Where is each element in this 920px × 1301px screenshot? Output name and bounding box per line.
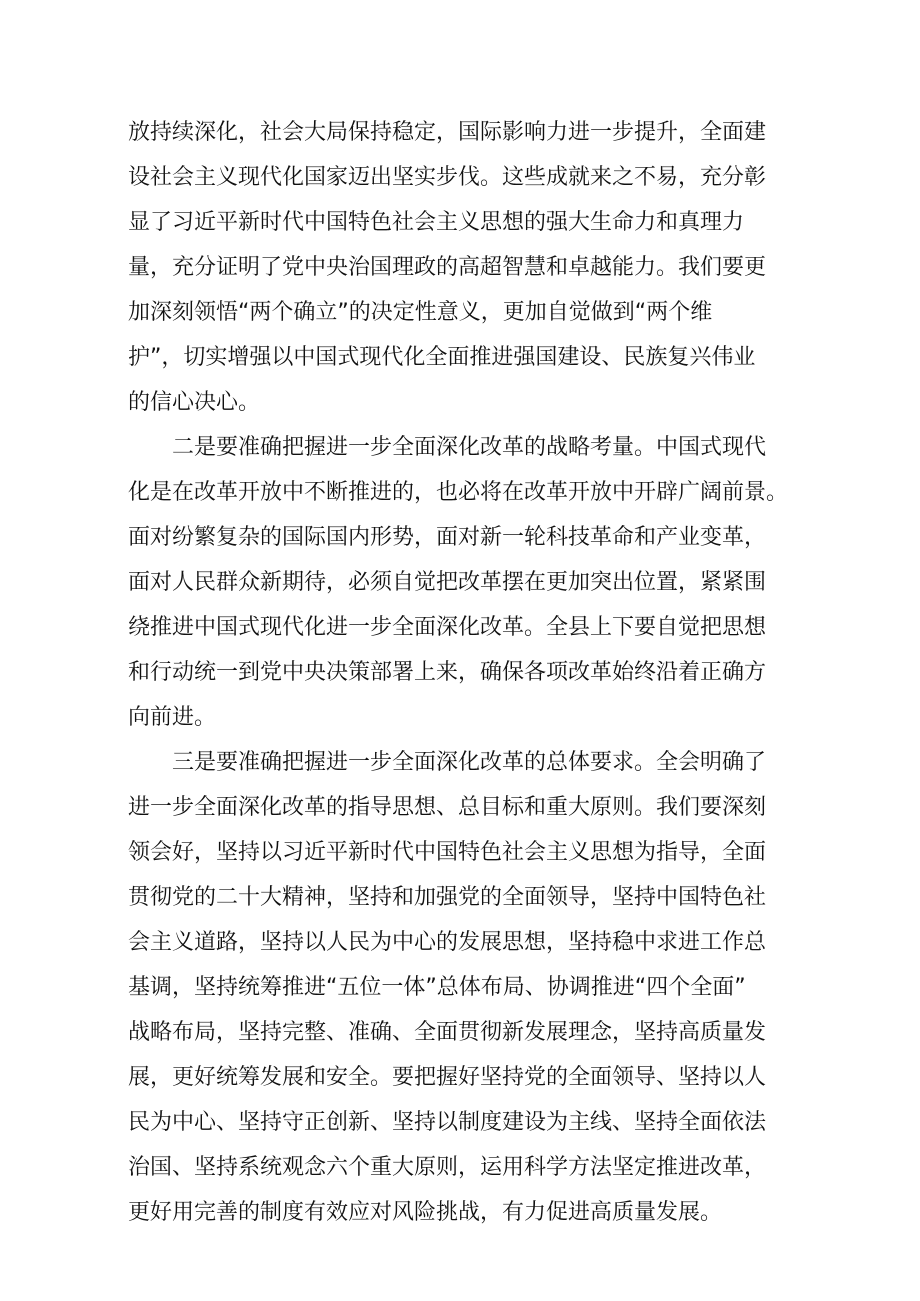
text-line: 进一步全面深化改革的指导思想、总目标和重大原则。我们要深刻 — [128, 795, 767, 820]
text-line: 战略布局，坚持完整、准确、全面贯彻新发展理念，坚持高质量发 — [128, 1020, 767, 1045]
text-line: 会主义道路，坚持以人民为中心的发展思想，坚持稳中求进工作总 — [128, 930, 767, 955]
text-line: 领会好，坚持以习近平新时代中国特色社会主义思想为指导，全面 — [128, 840, 767, 865]
document-body — [128, 110, 800, 1235]
text-line: 基调，坚持统筹推进“五位一体”总体布局、协调推进“四个全面” — [128, 975, 746, 1000]
text-line: 展，更好统筹发展和安全。要把握好坚持党的全面领导、坚持以人 — [128, 1065, 767, 1090]
paragraph-start-line: 二是要准确把握进一步全面深化改革的战略考量。中国式现代 — [172, 435, 767, 460]
text-line: 民为中心、坚持守正创新、坚持以制度建设为主线、坚持全面依法 — [128, 1110, 767, 1135]
text-line: 面对人民群众新期待，必须自觉把改革摆在更加突出位置，紧紧围 — [128, 570, 767, 595]
text-line: 和行动统一到党中央决策部署上来，确保各项改革始终沿着正确方 — [128, 660, 767, 685]
text-line: 更好用完善的制度有效应对风险挑战，有力促进高质量发展。 — [128, 1200, 723, 1225]
text-line: 面对纷繁复杂的国际国内形势，面对新一轮科技革命和产业变革， — [128, 525, 767, 550]
text-line: 加深刻领悟“两个确立”的决定性意义，更加自觉做到“两个维 — [128, 300, 713, 325]
text-line: 量，充分证明了党中央治国理政的高超智慧和卓越能力。我们要更 — [128, 255, 767, 280]
text-line: 向前进。 — [128, 705, 217, 730]
text-line: 治国、坚持系统观念六个重大原则，运用科学方法坚定推进改革， — [128, 1155, 767, 1180]
text-line: 贯彻党的二十大精神，坚持和加强党的全面领导，坚持中国特色社 — [128, 885, 767, 910]
text-line: 的信心决心。 — [128, 390, 261, 415]
paragraph-start-line: 三是要准确把握进一步全面深化改革的总体要求。全会明确了 — [172, 750, 767, 775]
text-line: 设社会主义现代化国家迈出坚实步伐。这些成就来之不易，充分彰 — [128, 165, 767, 190]
text-line: 放持续深化，社会大局保持稳定，国际影响力进一步提升，全面建 — [128, 120, 767, 145]
text-line: 绕推进中国式现代化进一步全面深化改革。全县上下要自觉把思想 — [128, 615, 767, 640]
text-line: 护”，切实增强以中国式现代化全面推进强国建设、民族复兴伟业 — [128, 345, 756, 370]
text-line: 显了习近平新时代中国特色社会主义思想的强大生命力和真理力 — [128, 210, 745, 235]
text-line: 化是在改革开放中不断推进的，也必将在改革开放中开辟广阔前景。 — [128, 480, 789, 505]
